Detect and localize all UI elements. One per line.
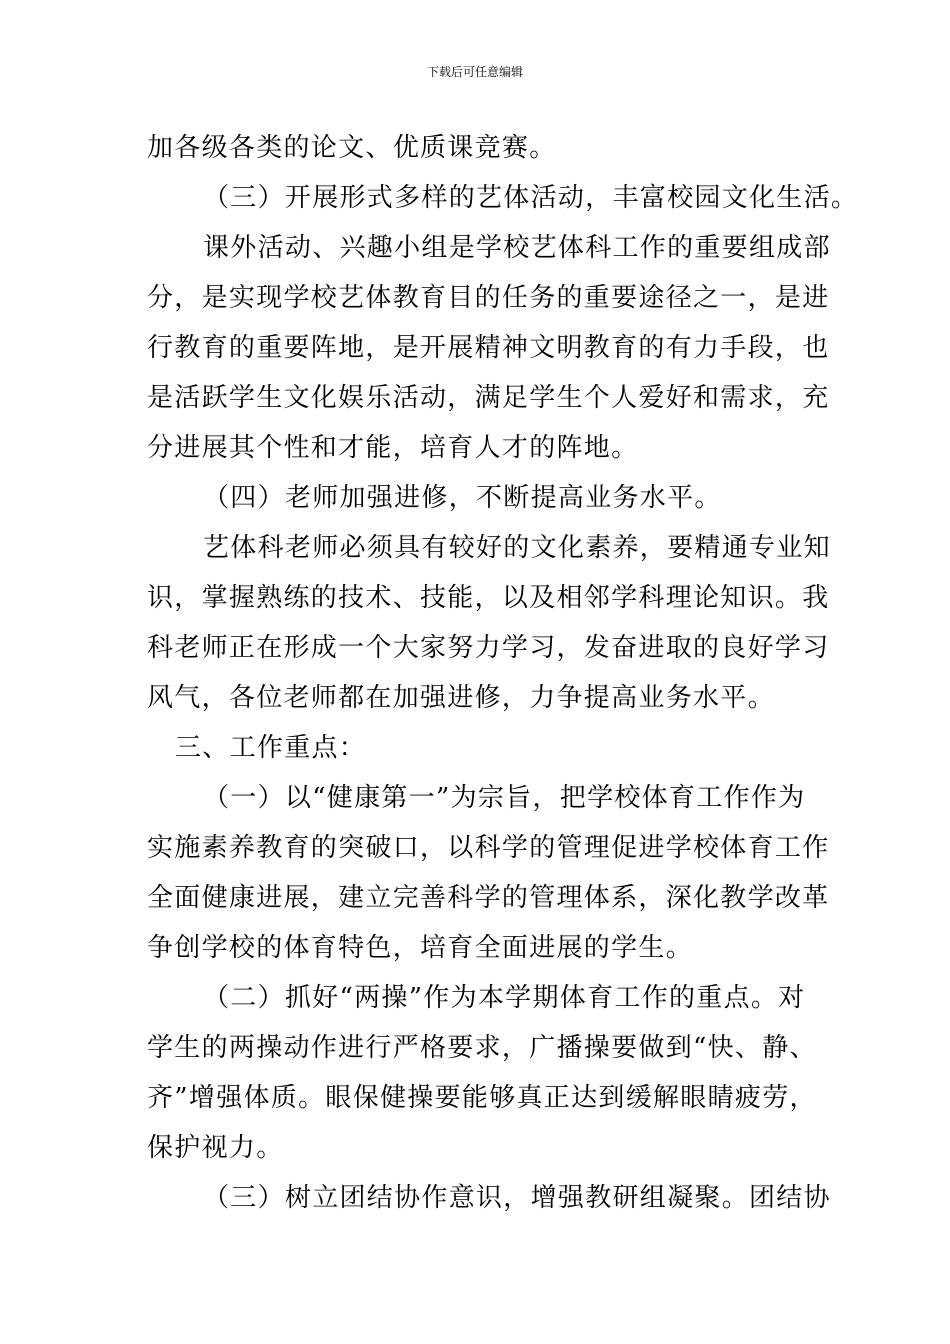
paragraph-line: 保护视力。 (147, 1133, 284, 1163)
subsection-heading: （一）以“健康第一”为宗旨，把学校体育工作作为 (203, 783, 806, 813)
page-header: 下载后可任意编辑 (426, 65, 523, 79)
paragraph-line: 学生的两操动作进行严格要求，广播操要做到“快、静、 (147, 1033, 817, 1063)
paragraph-line: 风气，各位老师都在加强进修，力争提高业务水平。 (147, 683, 775, 713)
subsection-heading: （三）开展形式多样的艺体活动，丰富校园文化生活。 (203, 183, 859, 213)
paragraph-line: 齐”增强体质。眼保健操要能够真正达到缓解眼睛疲劳， (147, 1083, 817, 1113)
subsection-heading: （四）老师加强进修，不断提高业务水平。 (203, 483, 722, 513)
paragraph-line: 争创学校的体育特色，培育全面进展的学生。 (147, 933, 694, 963)
paragraph-line: 识，掌握熟练的技术、技能，以及相邻学科理论知识。我 (147, 583, 830, 613)
paragraph-line: 艺体科老师必须具有较好的文化素养，要精通专业知 (203, 533, 831, 563)
paragraph-line: 全面健康进展，建立完善科学的管理体系，深化教学改革 (147, 883, 830, 913)
paragraph-line: 分，是实现学校艺体教育目的任务的重要途径之一，是进 (147, 283, 830, 313)
paragraph-line: 实施素养教育的突破口，以科学的管理促进学校体育工作 (147, 833, 830, 863)
section-heading: 三、工作重点： (175, 733, 367, 763)
subsection-heading: （二）抓好“两操”作为本学期体育工作的重点。对 (203, 983, 806, 1013)
paragraph-line: 行教育的重要阵地，是开展精神文明教育的有力手段，也 (147, 333, 830, 363)
paragraph-line: 加各级各类的论文、优质课竞赛。 (147, 133, 557, 163)
paragraph-line: 分进展其个性和才能，培育人才的阵地。 (147, 433, 639, 463)
subsection-heading: （三）树立团结协作意识，增强教研组凝聚。团结协 (203, 1183, 831, 1213)
paragraph-line: 是活跃学生文化娱乐活动，满足学生个人爱好和需求，充 (147, 383, 830, 413)
paragraph-line: 科老师正在形成一个大家努力学习，发奋进取的良好学习 (147, 633, 830, 663)
paragraph-line: 课外活动、兴趣小组是学校艺体科工作的重要组成部 (203, 233, 831, 263)
